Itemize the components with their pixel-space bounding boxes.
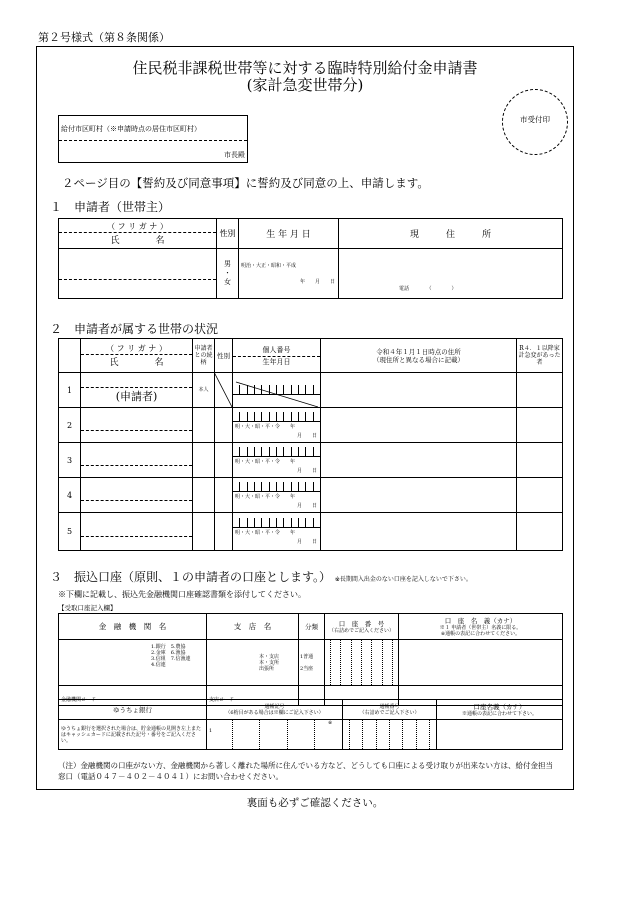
acct-name-header (399, 614, 563, 640)
relation-header: 申請者との続柄 (193, 339, 215, 373)
acct-name-input[interactable] (399, 640, 563, 686)
addressee-label: 給付市区町村（※申請時点の居住市区町村） (61, 125, 201, 133)
hh-name-label: 氏 名 (109, 358, 164, 368)
section1-heading: １ 申請者（世帯主） (50, 200, 171, 214)
bank-kind-choices: 1.銀行 5.農協 2.金庫 6.漁協 3.信組 7.信漁連 4.信連 (151, 644, 191, 668)
acct-name-note: ※１ 申請者（世帯主）名義に限る。 ※通帳の表記に合わせてください。 (439, 625, 522, 637)
r4-address-header: 令和４年１月１日時点の住所 （現住所と異なる場合に記載） (321, 339, 517, 373)
account-box-label: 【受取口座記入欄】 (58, 604, 117, 612)
acct-no-label: 口 座 番 号 (338, 620, 385, 628)
bank-header: 金 融 機 関 名 (59, 614, 207, 640)
row-number: 4 (59, 478, 81, 513)
yucho-name-sub: ※通帳の表記に合わせて下さい。 (461, 711, 537, 717)
yucho-no-sub: （右詰めでご記入下さい） (359, 709, 420, 716)
yucho-name-input[interactable] (437, 720, 563, 750)
acct-no-input[interactable] (325, 640, 399, 686)
type-choice[interactable]: 1普通 2当座 (299, 640, 325, 686)
member-md: 月 日 (296, 432, 317, 439)
title-line2: (家計急変世帯分) (246, 76, 364, 94)
footnote: （注）金融機関の口座がない方、金融機関から著しく離れた場所に住んでいる方など、どうしても口座による受け取りが出来ない方は、給付金担当窓口（電話０４７－４０２－４０４１）にお問い合わせください。 (58, 761, 553, 781)
section3-heading-note: ※長期間入出金のない口座を記入しないで下さい。 (334, 576, 472, 583)
row-number: 2 (59, 408, 81, 443)
member-era: 明・大・昭・平・令 年 (235, 458, 296, 465)
intro-text: ２ページ目の【誓約及び同意事項】に誓約及び同意の上、申請します。 (62, 176, 429, 190)
acct-no-header (325, 614, 399, 640)
yucho-sign-extra: ※ (328, 720, 333, 726)
phone-field: 電話 （ ） (399, 286, 457, 292)
yucho-sign-header (207, 700, 343, 720)
branch-header: 支 店 名 (207, 614, 299, 640)
form-id: 第２号様式（第８条関係） (38, 31, 170, 44)
back-page-note: 裏面も必ずご確認ください。 (246, 797, 384, 809)
row-number: 3 (59, 443, 81, 478)
member-era: 明・大・昭・平・令 年 (235, 530, 296, 536)
section3-heading-wrap (50, 568, 472, 585)
era-choices: 明治・大正・昭和・平成 (241, 262, 297, 269)
bank-account-table (58, 613, 563, 706)
yucho-sign-sub: （6桁目がある場合は※欄にご記入下さい） (225, 709, 324, 716)
acct-name-label: 口 座 名 義（カナ） (444, 617, 517, 625)
yucho-sign-label: 通帳記号 (264, 703, 285, 710)
yucho-name-label: 口座名義（カナ） (473, 703, 526, 711)
acct-no-sub: （右詰めでご記入ください） (328, 628, 394, 634)
row-number: 5 (59, 513, 81, 551)
branch-code-label: 支店コード (209, 697, 235, 703)
yucho-header: ゆうちょ銀行 (59, 700, 207, 720)
yucho-note: ゆうちょ銀行を選択された場合は、貯金通帳の見開き左上またはキャッシュカードに記載された記号・番号をご記入ください。 (59, 720, 207, 750)
birth-header: 生 年 月 日 (239, 219, 339, 249)
sex-header: 性別 (217, 219, 239, 249)
member-era: 明・大・昭・平・令 年 (235, 423, 296, 430)
sex-choice[interactable]: 男 ・ 女 (217, 249, 239, 299)
yucho-name-header (437, 700, 563, 720)
stamp-label: 市受付印 (520, 115, 550, 124)
yucho-no-label: 通帳番号 (379, 703, 400, 710)
hh-birth-label: 生年月日 (262, 357, 291, 366)
name-label: 氏 名 (110, 236, 165, 246)
attach-note: ※下欄に記載し、振込先金融機関口座確認書類を添付してください。 (58, 590, 306, 599)
title-line1: 住民税非課税世帯等に対する臨時特別給付金申請書 (132, 59, 478, 77)
address-header: 現 住 所 (339, 219, 563, 249)
applicant-marker: (申請者) (115, 389, 158, 403)
hh-sex-header: 性別 (215, 339, 233, 373)
type-header: 分類 (299, 614, 325, 640)
bank-name-input[interactable] (59, 640, 207, 686)
branch-name-input[interactable] (207, 640, 299, 686)
section2-heading: ２ 申請者が属する世帯の状況 (50, 322, 219, 336)
member-era: 明・大・昭・平・令 年 (235, 493, 296, 500)
r4-change-header: R４．１以降家計急変があった者 (517, 339, 563, 373)
yucho-sign-input[interactable] (207, 720, 343, 750)
bank-code-label: 金融機関コード (61, 697, 97, 703)
row-number: 1 (59, 373, 81, 408)
addressee-suffix: 市長殿 (224, 151, 245, 159)
birth-ymd: 年 月 日 (299, 278, 335, 285)
yucho-sign-prefix: 1 (209, 728, 213, 734)
member-md: 月 日 (296, 502, 317, 509)
member-md: 月 日 (296, 539, 317, 545)
yucho-table (58, 699, 563, 750)
branch-kind-choices: 本・支店 本・支所 出張所 (259, 653, 280, 672)
yucho-no-header (343, 700, 437, 720)
mynumber-label: 個人番号 (233, 345, 320, 357)
furigana-label: （ フ リ ガ ナ ） (59, 221, 216, 233)
hh-furigana-label: （ フ リ ガ ナ ） (81, 343, 192, 355)
yucho-no-input[interactable] (343, 720, 437, 750)
self-relation: 本人 (193, 373, 215, 408)
section3-heading: ３ 振込口座（原則、１の申請者の口座とします。） (50, 570, 332, 584)
member-md: 月 日 (296, 467, 317, 474)
